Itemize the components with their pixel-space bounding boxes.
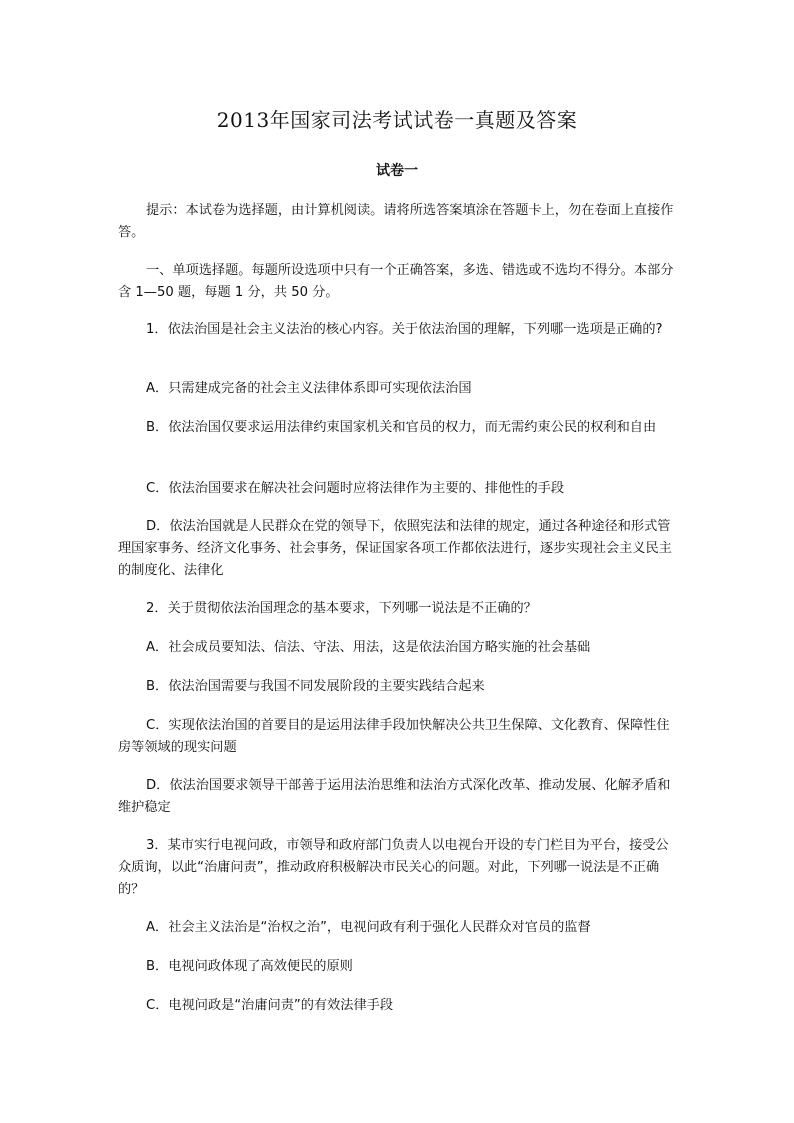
question-2-option-c: C．实现依法治国的首要目的是运用法律手段加快解决公共卫生保障、文化教育、保障性住房等领域的现实问题 — [118, 718, 670, 755]
question-1-option-a: A．只需建成完备的社会主义法律体系即可实现依法治国 — [146, 381, 472, 396]
question-1: 1．依法治国是社会主义法治的核心内容。关于依法治国的理解，下列哪一选项是正确的? — [146, 322, 663, 337]
question-3-option-c: C．电视问政是“治庸问责”的有效法律手段 — [146, 998, 394, 1013]
document-subtitle: 试卷一 — [376, 163, 418, 179]
question-3-option-b: B．电视问政体现了高效便民的原则 — [146, 959, 353, 974]
question-3-option-a: A．社会主义法治是“治权之治”，电视问政有利于强化人民群众对官员的监督 — [146, 920, 591, 935]
document-title: 2013年国家司法考试试卷一真题及答案 — [216, 108, 578, 132]
question-2-option-a: A．社会成员要知法、信法、守法、用法，这是依法治国方略实施的社会基础 — [146, 640, 591, 655]
question-1-option-c: C．依法治国要求在解决社会问题时应将法律作为主要的、排他性的手段 — [146, 481, 565, 496]
instructions-paragraph: 提示：本试卷为选择题，由计算机阅读。请将所选答案填涂在答题卡上，勿在卷面上直接作答。 — [118, 203, 674, 240]
section-heading-paragraph: 一、单项选择题。每题所设选项中只有一个正确答案，多选、错选或不选均不得分。本部分含 1—50 题，每题 1 分，共 50 分。 — [118, 263, 674, 300]
question-1-option-d: D．依法治国就是人民群众在党的领导下，依照宪法和法律的规定，通过各种途径和形式管理国家事务、经济文化事务、社会事务，保证国家各项工作都依法进行，逐步实现社会主义民主的制度化、法律化 — [118, 519, 672, 578]
question-2: 2．关于贯彻依法治国理念的基本要求，下列哪一说法是不正确的？ — [146, 601, 537, 616]
question-2-option-b: B．依法治国需要与我国不同发展阶段的主要实践结合起来 — [146, 679, 485, 694]
question-3: 3．某市实行电视问政，市领导和政府部门负责人以电视台开设的专门栏目为平台，接受公众质询，以此“治庸问责”，推动政府积极解决市民关心的问题。对此，下列哪一说法是不正确的？ — [118, 838, 669, 897]
question-1-option-b: B．依法治国仅要求运用法律约束国家机关和官员的权力，而无需约束公民的权利和自由 — [146, 420, 657, 435]
question-2-option-d: D．依法治国要求领导干部善于运用法治思维和法治方式深化改革、推动发展、化解矛盾和维护稳定 — [118, 778, 671, 815]
